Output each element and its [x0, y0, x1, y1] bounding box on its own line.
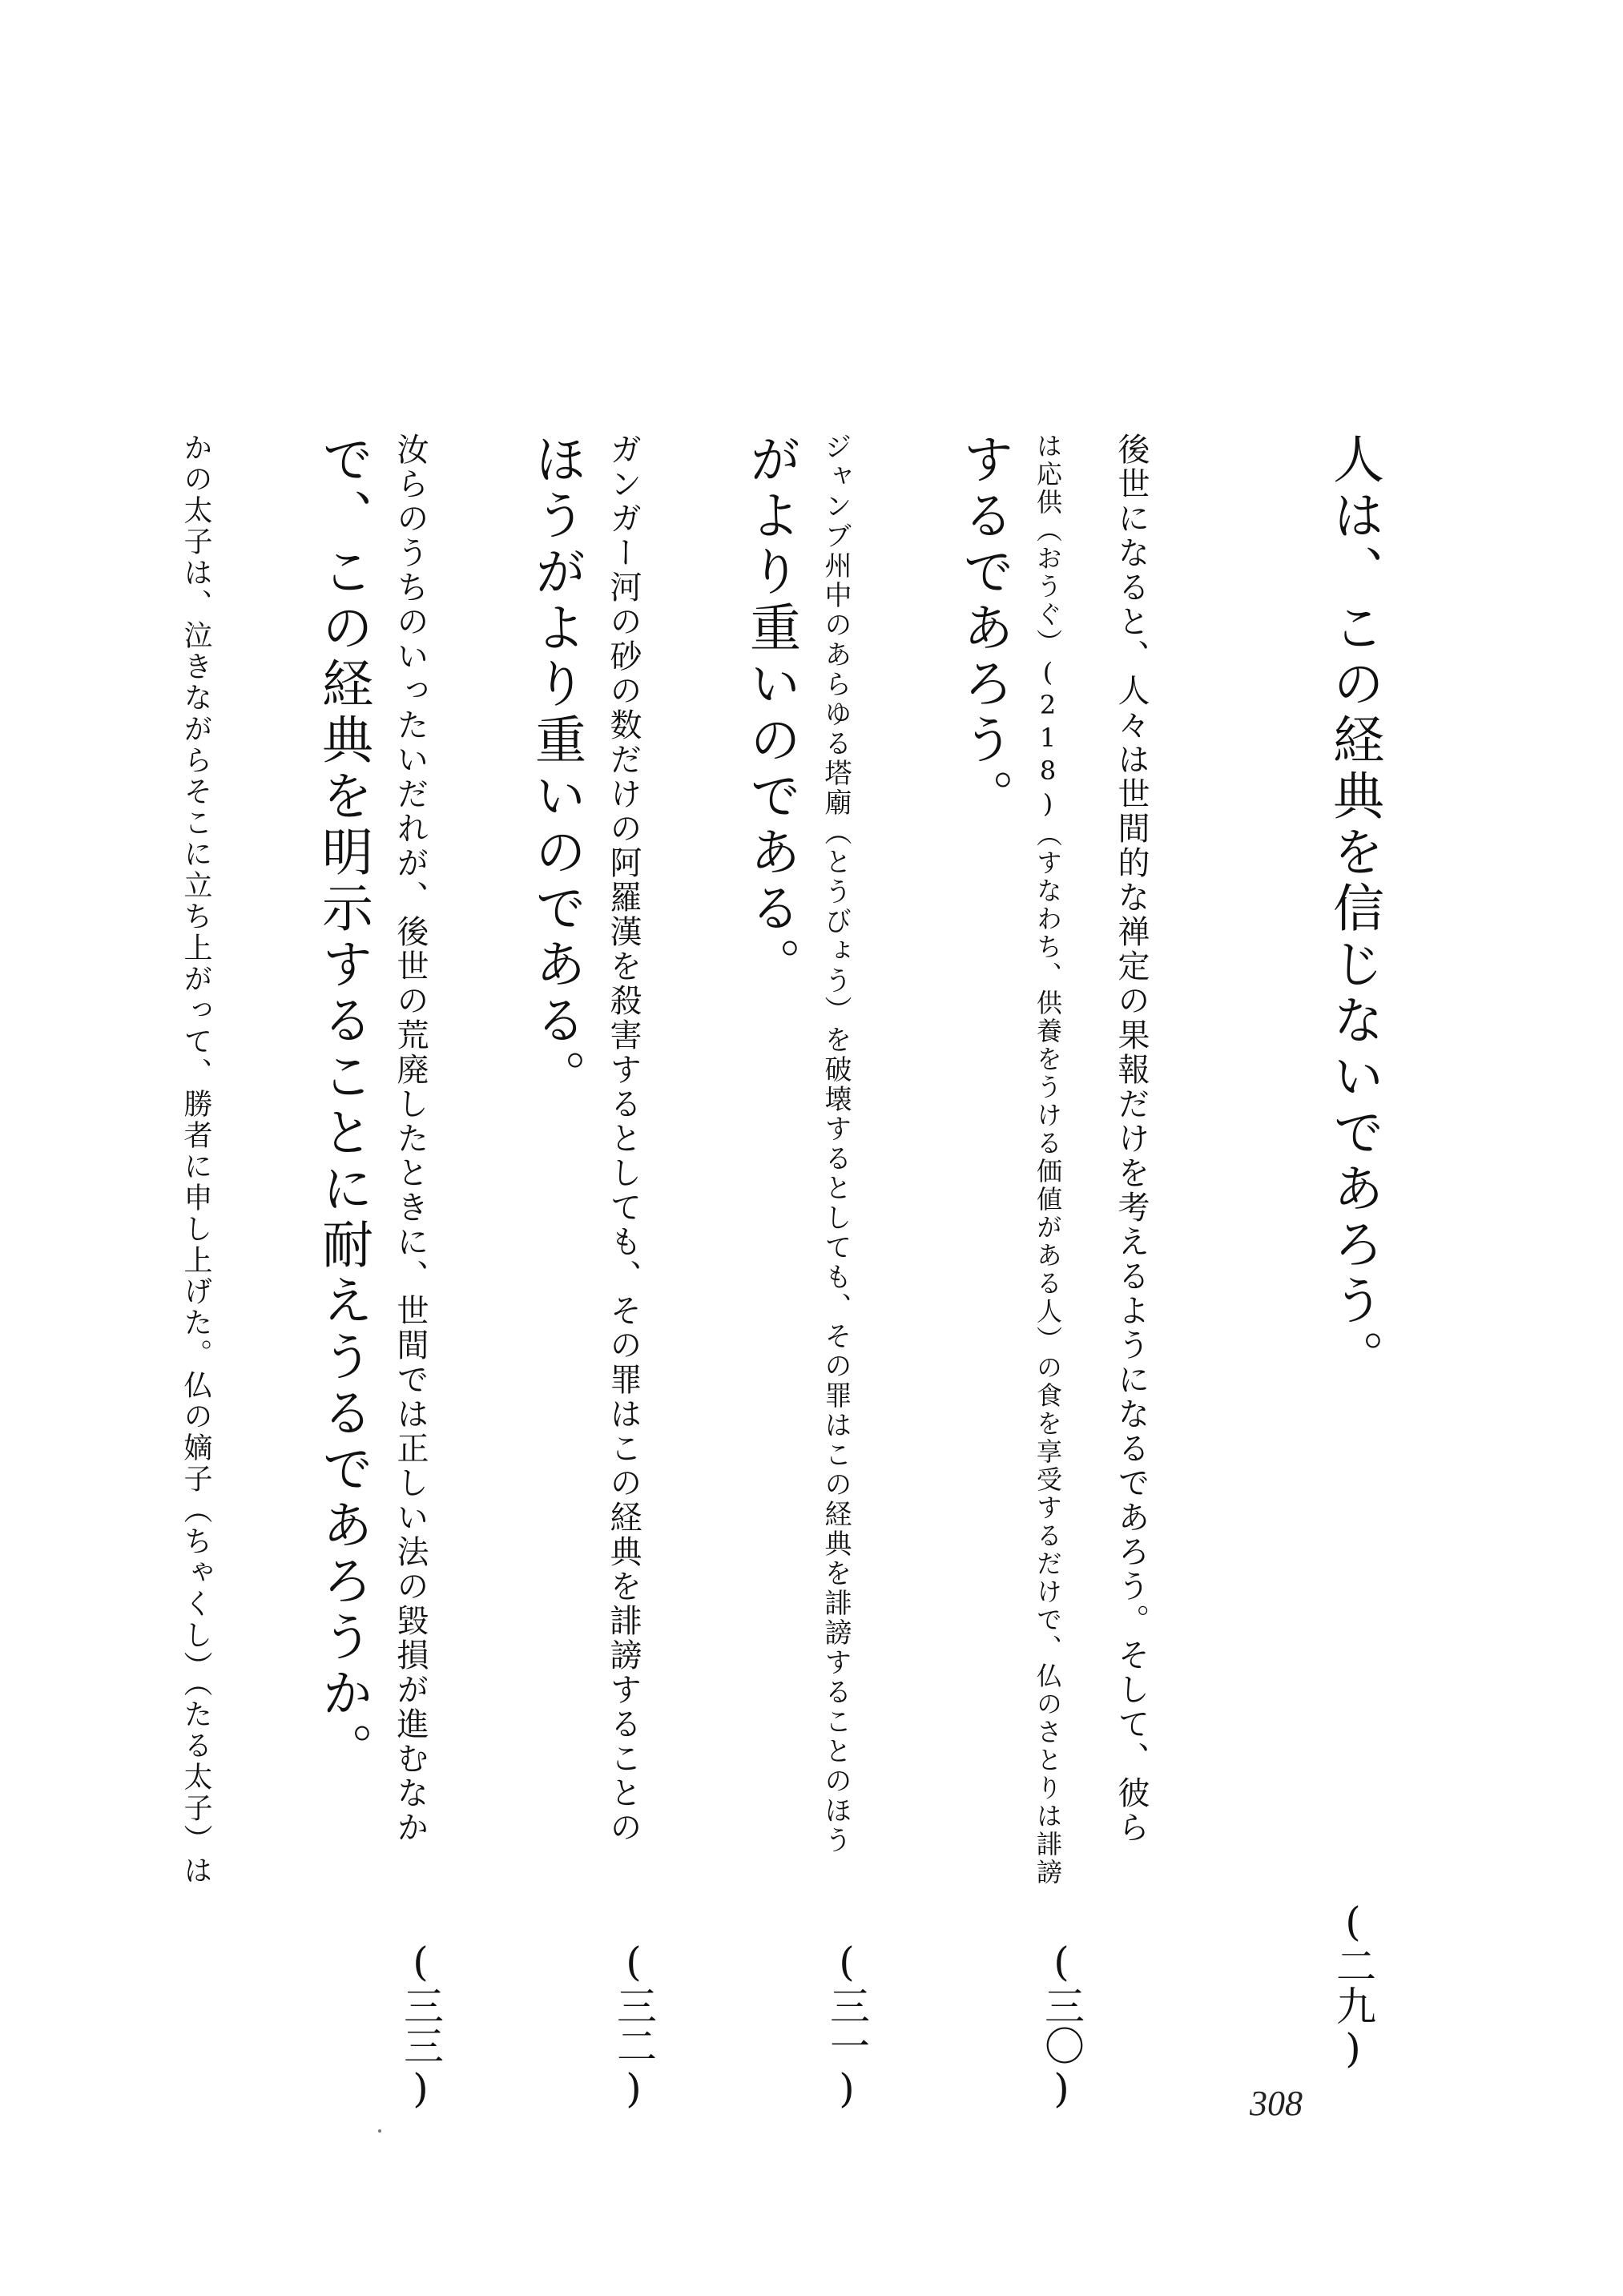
verse-number: (二九) — [1330, 1899, 1376, 2072]
verse-number: (三一) — [824, 1939, 870, 2112]
text-column: ガンガー河の砂の数だけの阿羅漢を殺害するとしても、その罪はこの経典を誹謗することの — [605, 433, 642, 1845]
text-column: するであろう。 — [954, 433, 1013, 825]
text-column: 汝らのうちのいったいだれが、後世の荒廃したときに、世間では正しい法の毀損が進むなか — [392, 433, 429, 1845]
verse-number: (三三) — [397, 1939, 444, 2112]
text-column: は応供（おうぐ）(218)（すなわち、供養をうける価値がある人）の食を享受するだけで、仏のさとりは誹謗 — [1033, 433, 1063, 1887]
scan-speck — [378, 2129, 381, 2133]
verse-number: (三二) — [610, 1939, 657, 2112]
verse-number: (三〇) — [1038, 1939, 1085, 2112]
text-column: ジャンブ州中のあらゆる塔廟（とうびょう）を破壊するとしても、その罪はこの経典を誹謗することのほう — [820, 433, 852, 1855]
text-column: 人は、この経典を信じないであろう。 — [1324, 433, 1383, 1386]
text-column: 後世になると、人々は世間的な禅定の果報だけを考えるようになるであろう。そして、彼ら — [1113, 433, 1150, 1845]
text-column: ほうがより重いのである。 — [526, 433, 586, 1106]
text-column: かの太子は、泣きながらそこに立ち上がって、勝者に申し上げた。仏の嫡子（ちゃくし）（たる太子）は — [179, 433, 212, 1887]
text-column: で、この経典を明示することに耐えうるであろうか。 — [313, 433, 373, 1778]
page-number: 308 — [1250, 2084, 1303, 2123]
text-column: がより重いのである。 — [741, 433, 800, 993]
